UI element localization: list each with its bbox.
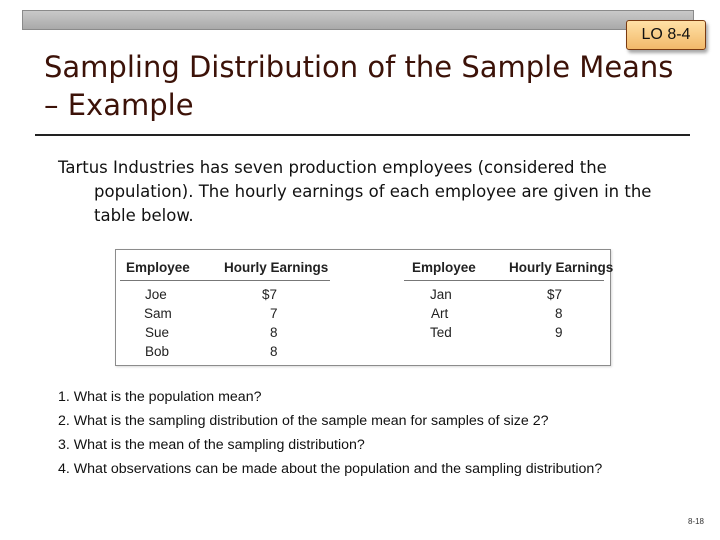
table-cell-earnings: 8 [270,344,278,359]
table-cell-earnings: $7 [547,287,563,302]
table-cell-employee: Ted [430,325,452,340]
table-cell-employee: Joe [145,287,167,302]
title-divider [35,134,690,136]
slide-title: Sampling Distribution of the Sample Means – Example [44,50,674,122]
question-item: 1. What is the population mean? [58,389,262,405]
table-cell-earnings: 8 [555,306,563,321]
slide-number: 8-18 [687,517,704,526]
table-cell-earnings: 7 [270,306,278,321]
table-cell-earnings: 8 [270,325,278,340]
header-underline [404,280,604,281]
column-header-hourly-earnings: Hourly Earnings [509,260,614,275]
table-cell-employee: Jan [430,287,452,302]
intro-paragraph: Tartus Industries has seven production employees (considered the population). The hourly earnings of each employee are given in the table below. [58,158,652,225]
column-header-employee: Employee [126,260,190,275]
table-cell-employee: Art [431,306,449,321]
question-item: 3. What is the mean of the sampling distribution? [58,437,365,453]
learning-objective-badge: LO 8-4 [626,20,706,50]
column-header-employee: Employee [412,260,476,275]
table-cell-employee: Sam [144,306,172,321]
column-header-hourly-earnings: Hourly Earnings [224,260,329,275]
table-cell-earnings: $7 [262,287,278,302]
header-bar [22,10,694,30]
question-item: 2. What is the sampling distribution of the sample mean for samples of size 2? [58,413,549,429]
table-cell-employee: Bob [145,344,170,359]
header-underline [120,280,330,281]
table-cell-employee: Sue [145,325,170,340]
table-cell-earnings: 9 [555,325,563,340]
question-item: 4. What observations can be made about the population and the sampling distribution? [58,461,603,477]
earnings-table [115,249,614,366]
question-list [58,385,658,481]
